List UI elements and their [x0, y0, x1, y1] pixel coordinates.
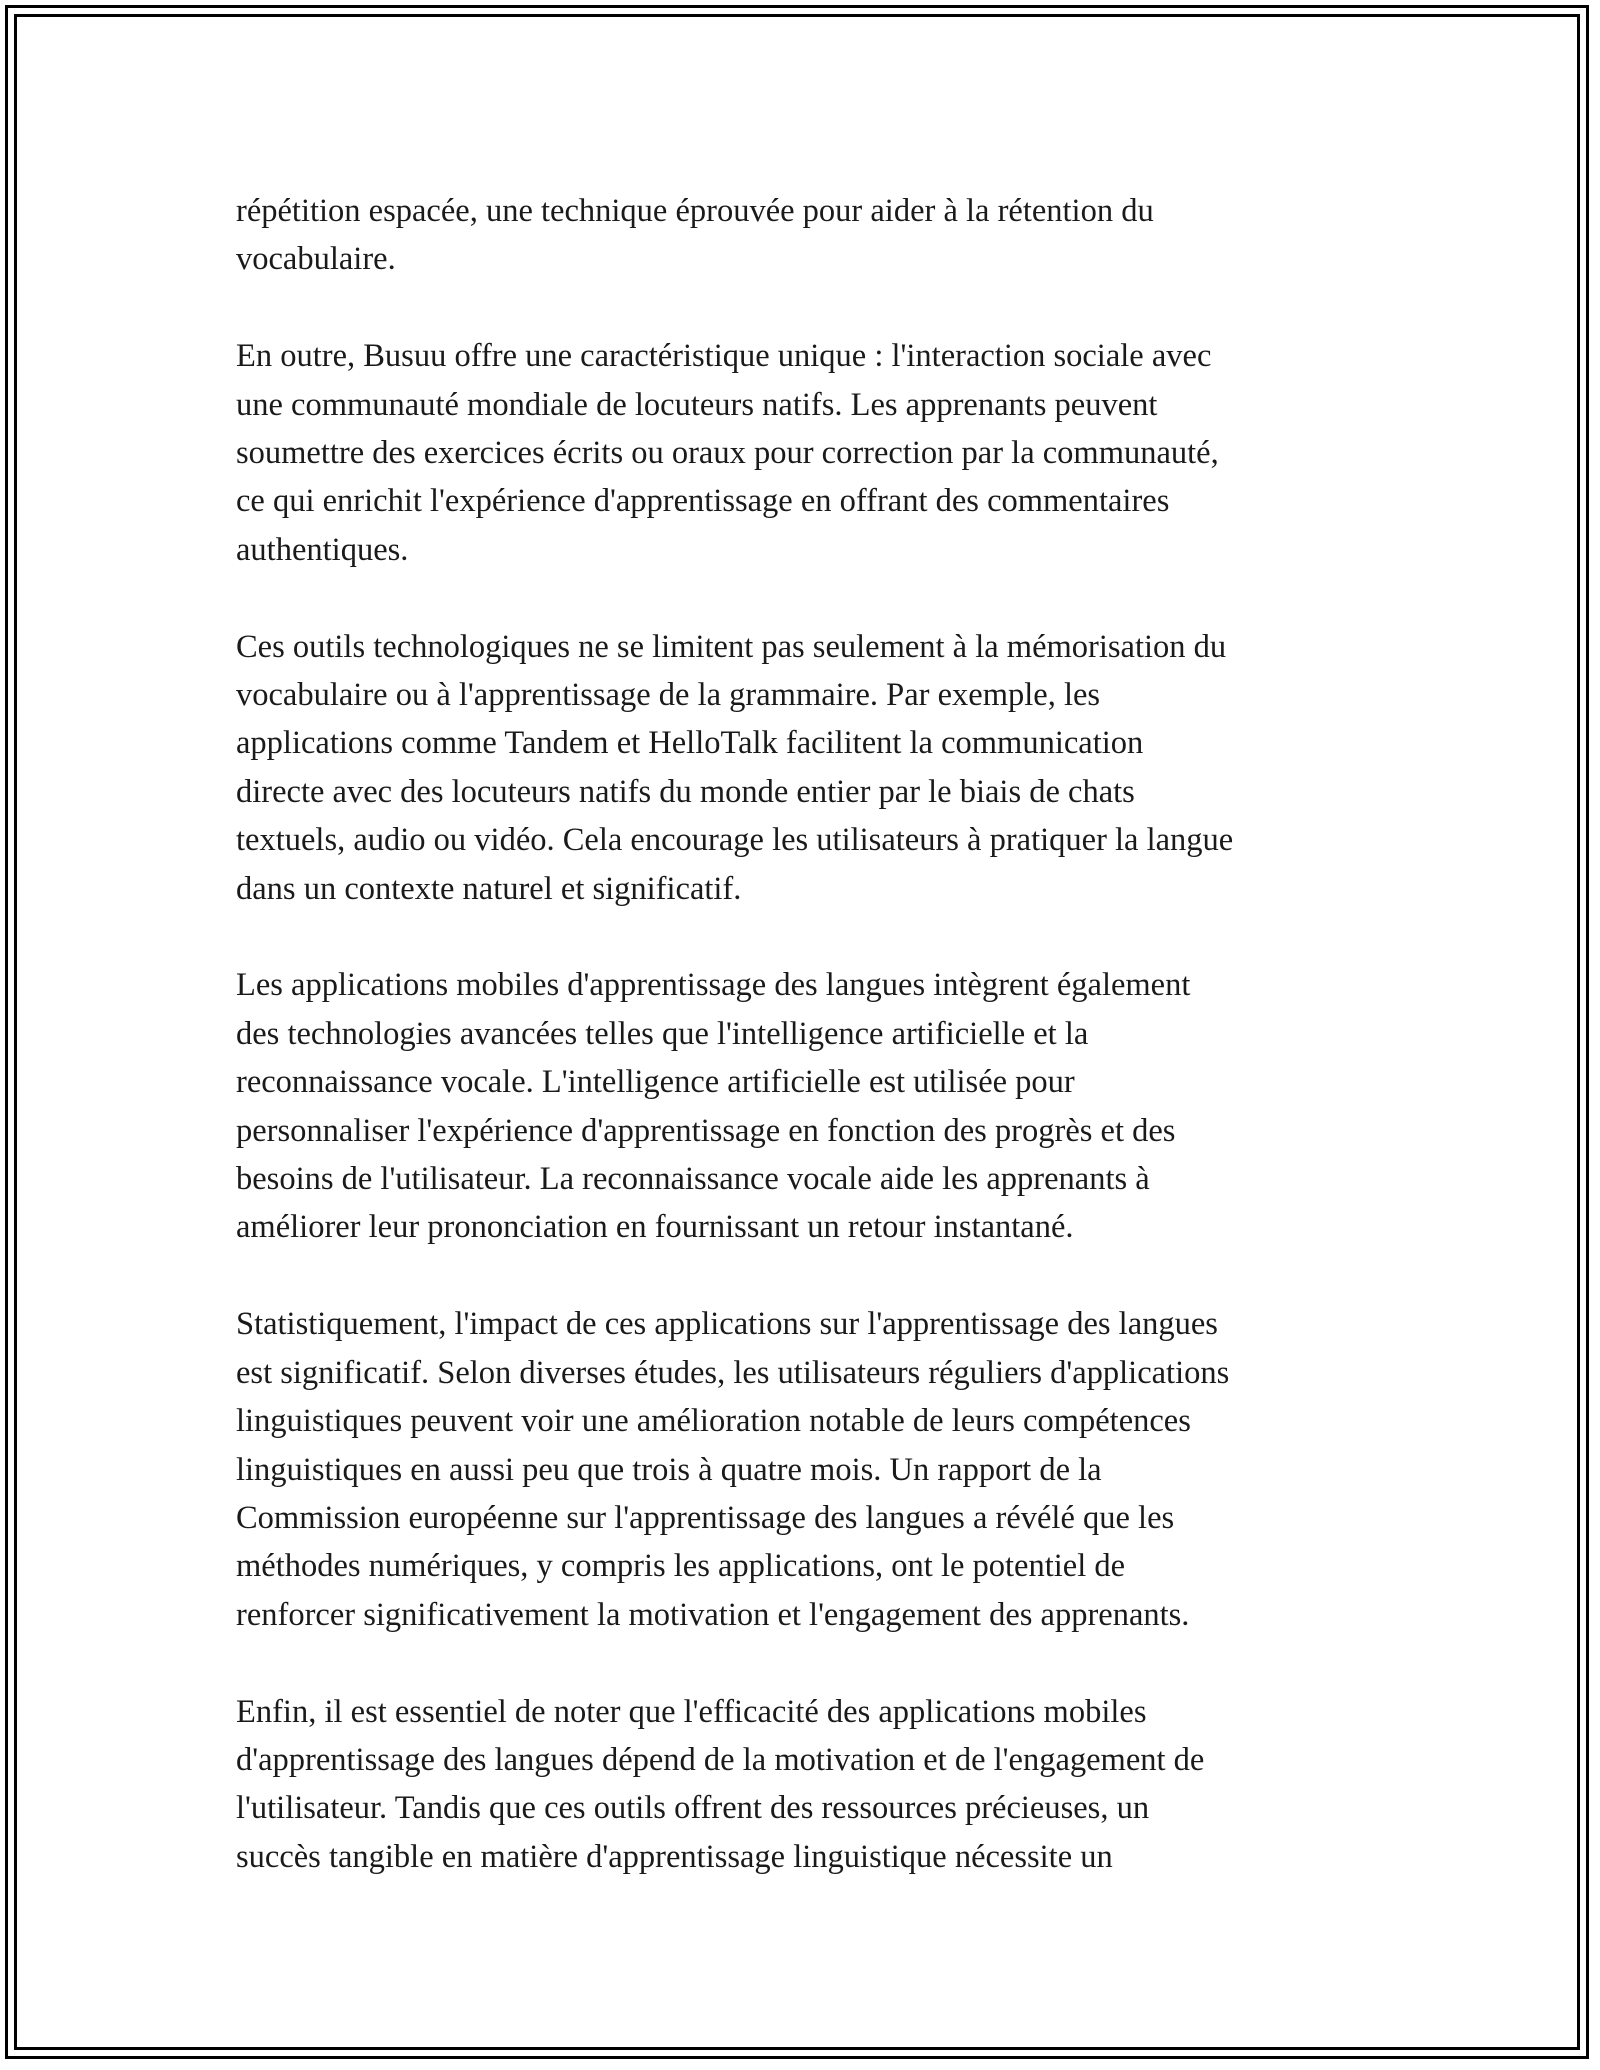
paragraph: [236, 1300, 1386, 1639]
text-line: linguistiques peuvent voir une amélioration notable de leurs compétences: [236, 1403, 1191, 1440]
paragraph: [236, 623, 1386, 913]
text-line: est significatif. Selon diverses études, les utilisateurs réguliers d'applications: [236, 1354, 1230, 1391]
text-line: linguistiques en aussi peu que trois à quatre mois. Un rapport de la: [236, 1451, 1102, 1488]
text-line: méthodes numériques, y compris les applications, ont le potentiel de: [236, 1548, 1126, 1585]
text-line: directe avec des locuteurs natifs du monde entier par le biais de chats: [236, 773, 1135, 810]
text-line: textuels, audio ou vidéo. Cela encourage les utilisateurs à pratiquer la langue: [236, 822, 1234, 859]
text-line: Ces outils technologiques ne se limitent pas seulement à la mémorisation du: [236, 628, 1227, 665]
text-line: améliorer leur prononciation en fournissant un retour instantané.: [236, 1209, 1074, 1246]
text-line: Commission européenne sur l'apprentissage des langues a révélé que les: [236, 1499, 1175, 1536]
text-line: vocabulaire ou à l'apprentissage de la grammaire. Par exemple, les: [236, 677, 1101, 714]
paragraph: [236, 961, 1386, 1251]
text-line: répétition espacée, une technique éprouvée pour aider à la rétention du: [236, 193, 1154, 229]
text-line: reconnaissance vocale. L'intelligence artificielle est utilisée pour: [236, 1064, 1075, 1101]
text-line: applications comme Tandem et HelloTalk facilitent la communication: [236, 725, 1144, 762]
text-line: succès tangible en matière d'apprentissage linguistique nécessite un: [236, 1838, 1113, 1875]
text-line: personnaliser l'expérience d'apprentissage en fonction des progrès et des: [236, 1112, 1176, 1149]
text-line: Les applications mobiles d'apprentissage des langues intègrent également: [236, 967, 1191, 1004]
text-line: authentiques.: [236, 531, 409, 568]
text-line: vocabulaire.: [236, 241, 396, 278]
text-line: une communauté mondiale de locuteurs natifs. Les apprenants peuvent: [236, 386, 1158, 423]
document-body: [236, 187, 1386, 1930]
text-line: renforcer significativement la motivation et l'engagement des apprenants.: [236, 1596, 1190, 1633]
text-line: soumettre des exercices écrits ou oraux pour correction par la communauté,: [236, 435, 1219, 472]
text-line: Statistiquement, l'impact de ces applications sur l'apprentissage des langues: [236, 1306, 1218, 1343]
paragraph: [236, 1688, 1386, 1882]
text-line: En outre, Busuu offre une caractéristique unique : l'interaction sociale avec: [236, 338, 1212, 375]
paragraph: [236, 187, 1386, 284]
text-line: des technologies avancées telles que l'intelligence artificielle et la: [236, 1015, 1089, 1052]
paragraph: [236, 332, 1386, 574]
text-line: ce qui enrichit l'expérience d'apprentissage en offrant des commentaires: [236, 483, 1170, 520]
text-line: d'apprentissage des langues dépend de la motivation et de l'engagement de: [236, 1741, 1205, 1778]
text-line: dans un contexte naturel et significatif.: [236, 870, 742, 907]
text-line: Enfin, il est essentiel de noter que l'efficacité des applications mobiles: [236, 1693, 1147, 1730]
text-line: l'utilisateur. Tandis que ces outils offrent des ressources précieuses, un: [236, 1790, 1150, 1827]
text-line: besoins de l'utilisateur. La reconnaissance vocale aide les apprenants à: [236, 1161, 1150, 1198]
